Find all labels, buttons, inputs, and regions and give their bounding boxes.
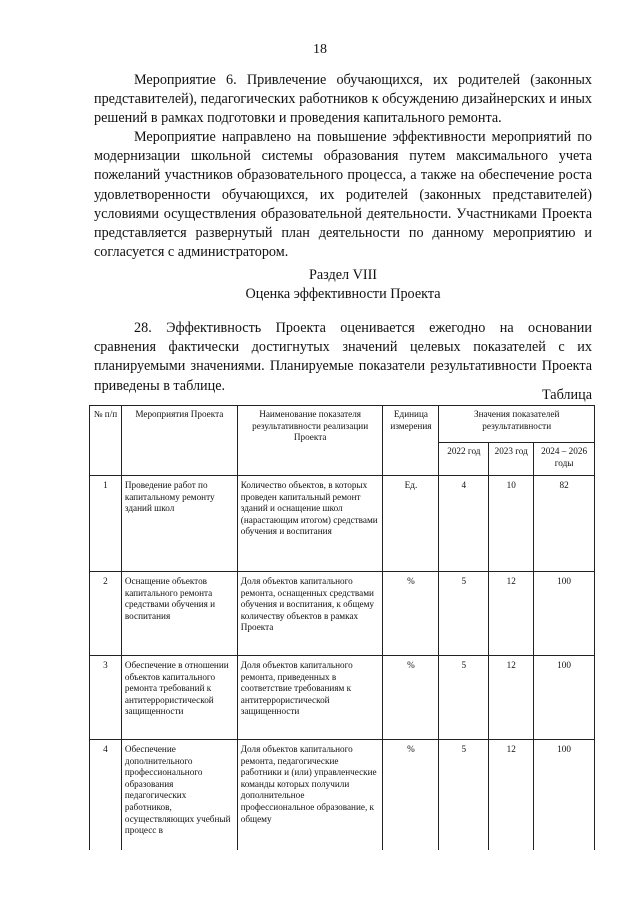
section-label: Раздел VIII xyxy=(308,267,378,283)
row-unit: % xyxy=(383,656,439,740)
row-value-2022: 4 xyxy=(439,476,489,572)
header-values: Значения показателей результативности xyxy=(439,406,595,443)
header-unit: Единица измерения xyxy=(383,406,439,476)
indicators-table xyxy=(89,405,595,850)
header-num: № п/п xyxy=(90,406,122,476)
row-value-2024-2026: 100 xyxy=(534,572,595,656)
row-num: 1 xyxy=(90,476,122,572)
header-2024-2026: 2024 – 2026 годы xyxy=(534,443,595,476)
row-value-2022: 5 xyxy=(439,740,489,850)
paragraph-event-6: Мероприятие 6. Привлечение обучающихся, их родителей (законных представителей), педагогических работников к обсуждению дизайнерских и иных решений в рамках подготовки и проведения капитального ремонта. xyxy=(94,72,592,127)
row-unit: Ед. xyxy=(383,476,439,572)
row-value-2023: 12 xyxy=(489,656,534,740)
row-value-2023: 12 xyxy=(489,572,534,656)
row-value-2024-2026: 100 xyxy=(534,740,595,850)
header-2023: 2023 год xyxy=(489,443,534,476)
table-row xyxy=(90,656,595,740)
table-row xyxy=(90,572,595,656)
table-label: Таблица xyxy=(541,387,592,403)
header-2022: 2022 год xyxy=(439,443,489,476)
row-activity: Обеспечение дополнительного профессионального образования педагогических работников, осуществляющих учебный процесс в xyxy=(121,740,237,850)
row-indicator: Доля объектов капитального ремонта, приведенных в соответствие требованиям к антитеррористической защищенности xyxy=(237,656,383,740)
row-num: 4 xyxy=(90,740,122,850)
row-value-2023: 12 xyxy=(489,740,534,850)
row-value-2024-2026: 100 xyxy=(534,656,595,740)
row-unit: % xyxy=(383,572,439,656)
paragraph-28: 28. Эффективность Проекта оценивается ежегодно на основании сравнения фактически достигнутых значений целевых показателей с их планируемыми значениями. Планируемые показатели результативности Проекта приведены в таблице. xyxy=(94,320,592,394)
row-value-2024-2026: 82 xyxy=(534,476,595,572)
header-activity: Мероприятия Проекта xyxy=(121,406,237,476)
row-value-2022: 5 xyxy=(439,656,489,740)
row-num: 2 xyxy=(90,572,122,656)
row-value-2022: 5 xyxy=(439,572,489,656)
page-number: 18 xyxy=(313,42,327,57)
section-title: Оценка эффективности Проекта xyxy=(245,286,441,302)
row-num: 3 xyxy=(90,656,122,740)
table-row xyxy=(90,476,595,572)
row-activity: Обеспечение в отношении объектов капитального ремонта требований к антитеррористической защищенности xyxy=(121,656,237,740)
row-unit: % xyxy=(383,740,439,850)
header-indicator: Наименование показателя результативности реализации Проекта xyxy=(237,406,383,476)
table-row xyxy=(90,740,595,850)
row-activity: Оснащение объектов капитального ремонта средствами обучения и воспитания xyxy=(121,572,237,656)
row-indicator: Доля объектов капитального ремонта, оснащенных средствами обучения и воспитания, к общему количеству объектов в рамках Проекта xyxy=(237,572,383,656)
row-activity: Проведение работ по капитальному ремонту зданий школ xyxy=(121,476,237,572)
row-indicator: Доля объектов капитального ремонта, педагогические работники и (или) управленческие команды которых получили дополнительное профессиональное образование, к общему xyxy=(237,740,383,850)
paragraph-event-description: Мероприятие направлено на повышение эффективности мероприятий по модернизации школьной системы образования путем максимального учета пожеланий участников образовательного процесса, а также на обеспечение роста удовлетворенности обучающихся, их родителей (законных представителей) условиями осуществления образовательной деятельности. Участниками Проекта представляется развернутый план деятельности по данному мероприятию и согласуется с администратором. xyxy=(94,129,592,261)
row-value-2023: 10 xyxy=(489,476,534,572)
row-indicator: Количество объектов, в которых проведен капитальный ремонт зданий и оснащение школ (нарастающим итогом) средствами обучения и воспитания xyxy=(237,476,383,572)
